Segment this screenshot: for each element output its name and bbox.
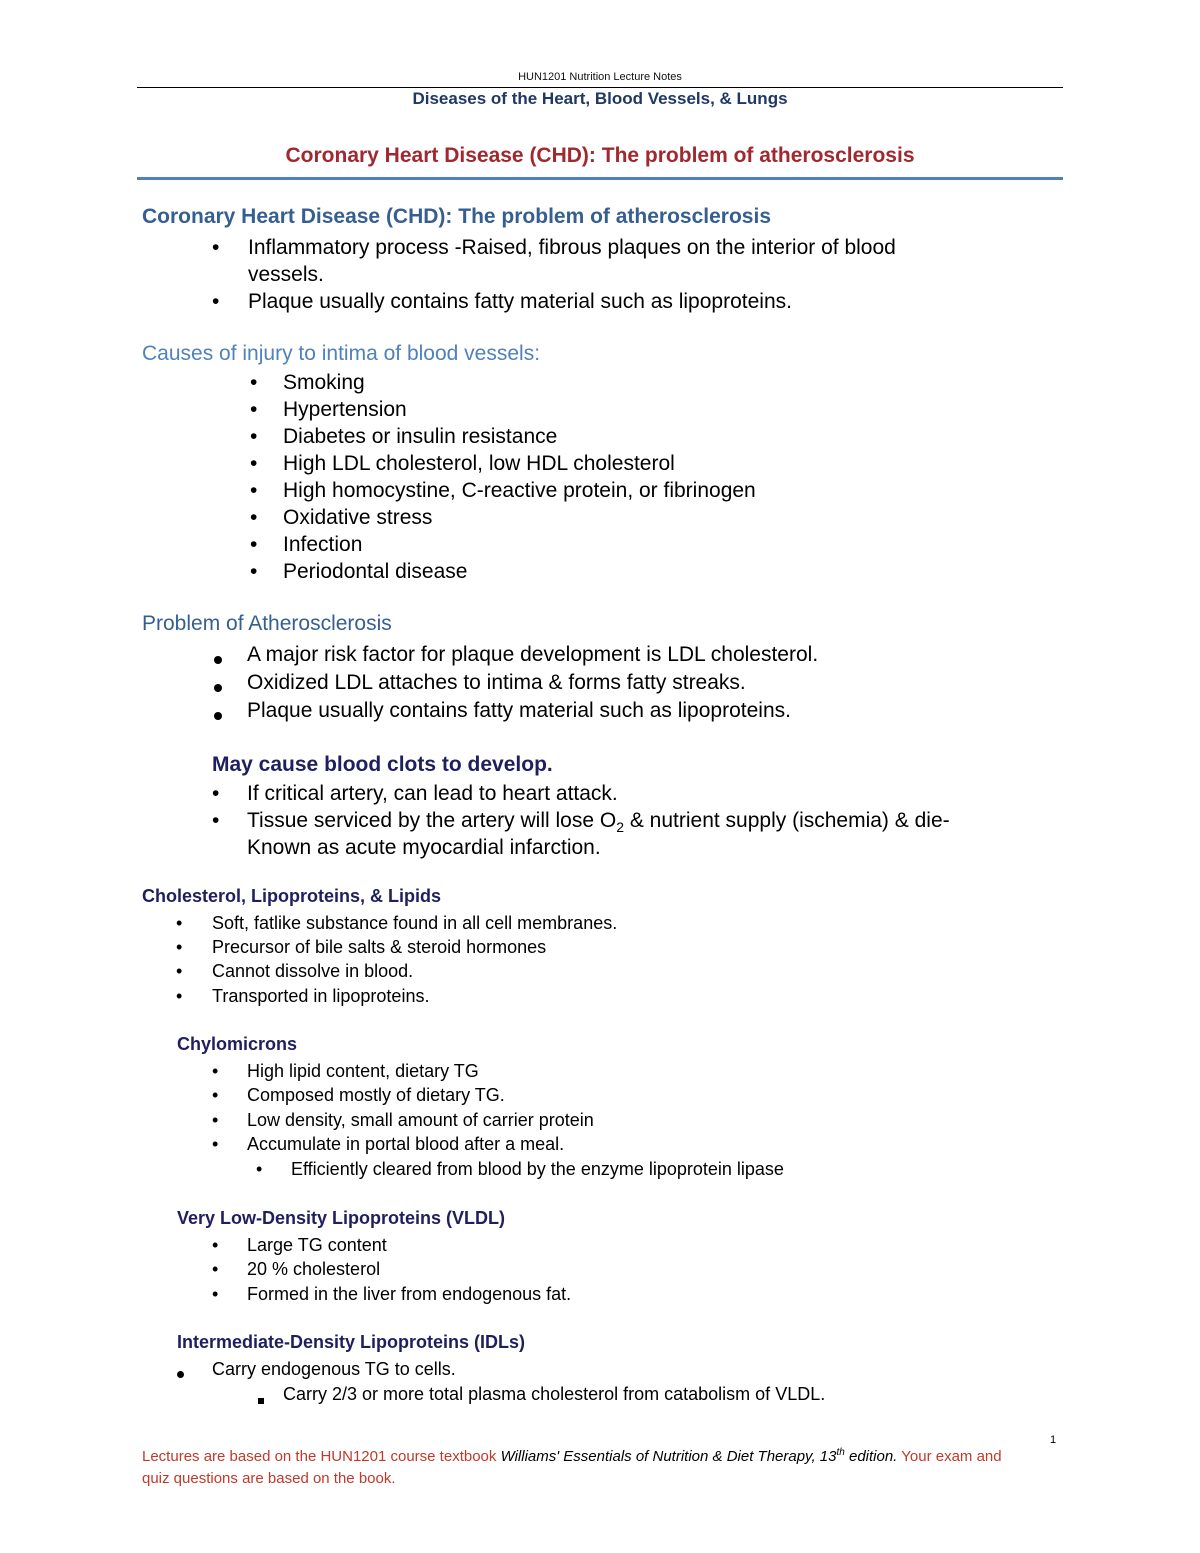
list-item: Large TG content (247, 1235, 387, 1255)
list-item: High homocystine, C-reactive protein, or fibrinogen (283, 479, 756, 502)
list-item: Diabetes or insulin resistance (283, 425, 558, 448)
list-item-text: & nutrient supply (ischemia) & die- (623, 809, 950, 832)
list-item (247, 807, 950, 834)
bullet-icon: • (212, 782, 220, 805)
bullet-icon (214, 651, 222, 669)
bullet-icon: • (250, 425, 258, 448)
section-title: Coronary Heart Disease (CHD): The problem of atherosclerosis (285, 144, 915, 167)
bullet-icon: • (212, 1259, 219, 1279)
list-item: If critical artery, can lead to heart attack. (247, 782, 618, 805)
list-item: Oxidized LDL attaches to intima & forms fatty streaks. (247, 671, 746, 694)
list-item: Transported in lipoproteins. (212, 986, 430, 1006)
bullet-icon: • (212, 1061, 219, 1081)
bullet-icon: • (250, 398, 258, 421)
bullet-icon: • (176, 961, 183, 981)
list-item: High LDL cholesterol, low HDL cholesterol (283, 452, 675, 475)
list-item-text: Tissue serviced by the artery will lose O (247, 809, 617, 832)
bullet-icon: • (212, 1085, 219, 1105)
footer-line (142, 1446, 1002, 1468)
list-item: Cannot dissolve in blood. (212, 961, 414, 981)
bullet-icon: • (212, 1110, 219, 1130)
bullet-icon: • (212, 809, 220, 832)
idl-heading: Intermediate-Density Lipoproteins (IDLs) (177, 1332, 526, 1352)
bullet-icon: • (212, 1134, 219, 1154)
bullet-icon: • (250, 452, 258, 475)
list-item-continuation: Known as acute myocardial infarction. (247, 836, 601, 859)
square-bullet-icon (258, 1391, 264, 1409)
list-item: Soft, fatlike substance found in all cell membranes. (212, 913, 618, 933)
bullet-icon (177, 1365, 184, 1383)
vldl-heading: Very Low-Density Lipoproteins (VLDL) (177, 1208, 506, 1228)
subscript-2: 2 (616, 819, 624, 836)
header-rule (137, 87, 1063, 88)
list-item: Carry endogenous TG to cells. (212, 1359, 456, 1379)
bullet-icon: • (250, 533, 258, 556)
document-title: Diseases of the Heart, Blood Vessels, & Lungs (412, 89, 788, 108)
list-item: Plaque usually contains fatty material such as lipoproteins. (247, 699, 791, 722)
footer-text: Lectures are based on the HUN1201 course textbook (142, 1448, 501, 1465)
sub-list-item: Carry 2/3 or more total plasma cholesterol from catabolism of VLDL. (283, 1384, 826, 1404)
list-item: A major risk factor for plaque development is LDL cholesterol. (247, 643, 819, 666)
footer-text: Your exam and (897, 1448, 1002, 1465)
list-item-continuation: vessels. (248, 263, 324, 286)
sub-list-item: Efficiently cleared from blood by the enzyme lipoprotein lipase (291, 1159, 784, 1179)
chylomicrons-heading: Chylomicrons (177, 1034, 298, 1054)
list-item: Smoking (283, 371, 365, 394)
superscript-th: th (836, 1447, 845, 1458)
bullet-icon: • (256, 1159, 263, 1179)
list-item: Oxidative stress (283, 506, 433, 529)
textbook-edition: edition. (844, 1448, 898, 1465)
list-item: 20 % cholesterol (247, 1259, 381, 1279)
bullet-icon (214, 679, 222, 697)
bullet-icon: • (250, 560, 258, 583)
list-item: Low density, small amount of carrier protein (247, 1110, 594, 1130)
problem-heading: Problem of Atherosclerosis (142, 612, 392, 635)
cholesterol-heading: Cholesterol, Lipoproteins, & Lipids (142, 886, 442, 906)
list-item: Composed mostly of dietary TG. (247, 1085, 505, 1105)
list-item: Formed in the liver from endogenous fat. (247, 1284, 572, 1304)
textbook-title: Williams' Essentials of Nutrition & Diet Therapy, 13 (500, 1448, 837, 1465)
causes-heading: Causes of injury to intima of blood vessels: (142, 342, 541, 365)
bullet-icon: • (176, 937, 183, 957)
footer-line: quiz questions are based on the book. (142, 1470, 396, 1487)
bullet-icon: • (212, 1284, 219, 1304)
bullet-icon: • (176, 986, 183, 1006)
page-number: 1 (1050, 1434, 1057, 1446)
bullet-icon: • (212, 290, 220, 313)
section-title-rule (137, 177, 1063, 180)
list-item: High lipid content, dietary TG (247, 1061, 479, 1081)
list-item: Precursor of bile salts & steroid hormones (212, 937, 547, 957)
bullet-icon: • (250, 506, 258, 529)
list-item: Periodontal disease (283, 560, 468, 583)
list-item: Infection (283, 533, 363, 556)
clots-heading: May cause blood clots to develop. (212, 753, 553, 776)
list-item: Plaque usually contains fatty material such as lipoproteins. (248, 290, 792, 313)
bullet-icon: • (212, 1235, 219, 1255)
bullet-icon: • (250, 371, 258, 394)
bullet-icon: • (212, 236, 220, 259)
list-item: Accumulate in portal blood after a meal. (247, 1134, 565, 1154)
bullet-icon (214, 707, 222, 725)
bullet-icon: • (250, 479, 258, 502)
list-item: Hypertension (283, 398, 407, 421)
chd-heading: Coronary Heart Disease (CHD): The problem of atherosclerosis (142, 205, 771, 228)
bullet-icon: • (176, 913, 183, 933)
list-item: Inflammatory process -Raised, fibrous plaques on the interior of blood (248, 236, 896, 259)
running-head: HUN1201 Nutrition Lecture Notes (518, 71, 682, 83)
